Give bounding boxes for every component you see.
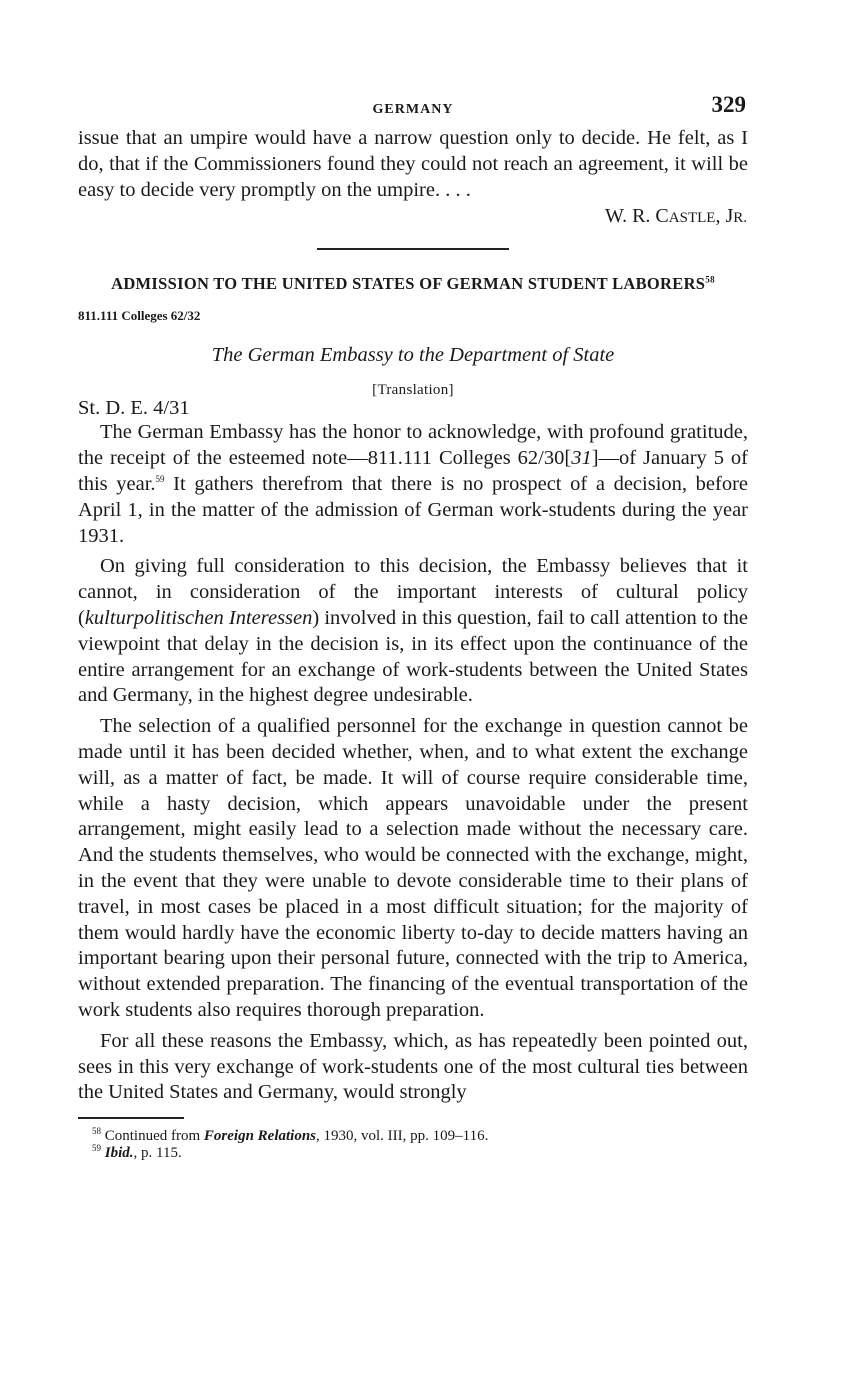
document-page	[78, 92, 748, 1162]
editorial-correction: 31	[571, 447, 592, 470]
german-phrase: kulturpolitischen Interessen	[84, 606, 313, 629]
signature-initials: W. R. C	[605, 205, 669, 228]
running-title: GERMANY	[372, 102, 454, 117]
paragraph-1-part-c: It gathers therefrom that there is no prospect of a decision, before April 1, in the matter of the admission of German work-students during the year 1931.	[78, 472, 748, 547]
footnote-source: Ibid.	[104, 1145, 134, 1162]
paragraph-1-part-b: ]—of January 5 of this year.	[78, 447, 749, 495]
footnote-text: , 1930, vol. III, pp. 109–116.	[316, 1128, 489, 1145]
footnote-text: Continued from	[101, 1128, 204, 1145]
translation-note: [Translation]	[372, 382, 454, 399]
page-number: 329	[711, 92, 746, 117]
paragraph-3: The selection of a qualified personnel for the exchange in question cannot be made until it has been decided whether, when, and to what extent the exchange will, as a matter of fact, be made. It will of course require considerable time, while a hasty decision, which appears unavoidable under the present arrangement, might easily lead to a selection made without the necessary care. And the students themselves, who would be connected with the exchange, might, in the event that they were unable to devote considerable time to their plans of travel, in most cases be placed in a most difficult situation; for the majority of them would hardly have the economic liberty to-day to decide matters having an important bearing upon their personal future, connected with the trip to America, without extended preparation. The financing of the eventual transportation of the work students also requires thorough preparation.	[78, 715, 748, 1021]
paragraph-1	[78, 420, 748, 549]
footnotes	[78, 1128, 748, 1162]
paragraph-1-part-a: The German Embassy has the honor to acknowledge, with profound gratitude, the receipt of the esteemed note—811.111 Colleges 62/30[	[78, 421, 748, 470]
signature	[78, 203, 747, 231]
footnote-source: Foreign Relations	[203, 1128, 317, 1145]
signature-suffix-start: , J	[715, 205, 734, 228]
footnote-mark: 58	[92, 1126, 101, 1137]
paragraph-2-part-a: On giving full consideration to this decision, the Embassy believes that it cannot, in consideration of the important interests of cultural policy (	[78, 555, 748, 629]
reference-number: St. D. E. 4/31	[78, 397, 190, 420]
section-title-text: ADMISSION TO THE UNITED STATES OF GERMAN STUDENT LABORERS	[111, 274, 706, 294]
continuation-paragraph: issue that an umpire would have a narrow question only to decide. He felt, as I do, that if the Commissioners found they could not reach an agreement, it will be easy to decide very promptly on the umpire. . . .	[78, 127, 748, 201]
footnote-ref-59: 59	[155, 474, 165, 485]
paragraph-4: For all these reasons the Embassy, which, as has repeatedly been pointed out, sees in this very exchange of work-students one of the most cultural ties between the United States and Germany, would strongly	[78, 1029, 748, 1104]
paragraph-2	[78, 554, 748, 709]
signature-surname: ASTLE	[668, 210, 716, 227]
file-number: 811.111 Colleges 62/32	[78, 308, 201, 324]
footnote-divider	[78, 1117, 184, 1119]
footnote-ref-58: 58	[705, 274, 715, 285]
footnote-text: , p. 115.	[133, 1145, 182, 1162]
section-title	[78, 273, 748, 294]
paragraph-2-part-b: ) involved in this question, fail to call attention to the viewpoint that delay in the decision is, in its effect upon the continuance of the entire arrangement for an exchange of work-students between the United States and Germany, in the highest degree undesirable.	[78, 606, 749, 707]
footnote-59	[92, 1145, 748, 1162]
signature-suffix-end: R.	[733, 210, 747, 227]
footnote-mark: 59	[92, 1143, 101, 1154]
document-title: The German Embassy to the Department of State	[211, 344, 615, 367]
section-divider	[317, 248, 509, 250]
footnote-58	[92, 1128, 748, 1145]
running-header	[78, 92, 748, 126]
